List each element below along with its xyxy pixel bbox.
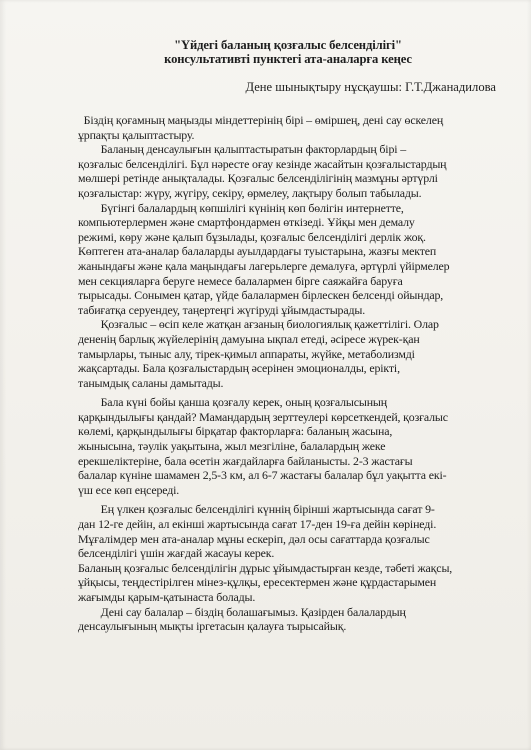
paragraph: [78, 142, 498, 200]
text-line: жағымды қарым-қатынаста болады.: [78, 590, 256, 604]
text-line: жынысына, тәулік уақытына, жыл мезгіліне, балалардың жеке: [78, 439, 386, 454]
title-line: "Үйдегі баланың қозғалыс белсенділігі": [174, 38, 402, 52]
text-line: мен секцияларға беруге немесе балалармен бірге саяжайға баруға: [78, 273, 403, 288]
text-line: ұрпақты қалыптастыру.: [78, 127, 195, 142]
paragraph: [78, 395, 498, 497]
text-line: танымдық саланы дамытады.: [78, 375, 224, 390]
text-line: Баланың қозғалыс белсенділігін дұрыс ұйымдастырған кезде, тәбеті жақсы,: [78, 560, 453, 575]
text-line: Мұғалімдер мен ата-аналар мұны ескеріп, дәл осы сағаттарда қозғалыс: [78, 531, 430, 546]
text-line: табиғатқа серуендеу, таңертеңгі жүгіруді ұйымдастырады.: [78, 302, 366, 317]
text-line: үш есе көп еңсереді.: [78, 482, 180, 497]
text-line: қарқындылығы қандай? Мамандардың зерттеулері көрсеткендей, қозғалыс: [78, 409, 448, 424]
document-title: [78, 38, 498, 66]
text-line: Бала күні бойы қанша қозғалу керек, оның қозғалысының: [78, 395, 387, 410]
text-line: денсаулығының мықты іргетасын қалауға тырысайық.: [78, 619, 347, 634]
paragraph: [78, 201, 498, 318]
text-line: Біздің қоғамның маңызды міндеттерінің бірі – өміршең, дені сау өскелең: [78, 113, 444, 127]
text-line: дененің барлық жүйелерінің дамуына ықпал етеді, әсіресе жүрек-қан: [78, 331, 420, 346]
text-line: дан 12-ге дейін, ал екінші жартысында сағат 17-ден 19-ға дейін көрінеді.: [78, 517, 437, 532]
text-line: Бүгінгі балалардың көпшілігі күнінің көп бөлігін интернетте,: [78, 200, 404, 215]
document-content: [78, 38, 498, 634]
paragraph: [78, 605, 498, 634]
text-line: қозғалыс белсенділігі. Бұл нәресте оғау кезінде жасайтын қозғалыстардың: [78, 156, 447, 171]
text-line: ерекшеліктеріне, бала өсетін жағдайларға байланысты. 2-3 жастағы: [78, 453, 413, 468]
text-line: компьютерлермен және смартфондармен өткізеді. Ұйқы мен демалу: [78, 215, 415, 230]
text-line: белсенділігі үшін жағдай жасауы керек.: [78, 546, 275, 561]
text-line: жақсартады. Бала қозғалыстардың әсерінен эмоционалды, ерікті,: [78, 361, 400, 376]
paragraph: [78, 317, 498, 390]
text-line: ұйқысы, теңдестірілген мінез-құлқы, ересектермен және құрдастарымен: [78, 575, 437, 590]
document-body: [78, 113, 498, 634]
text-line: көлемі, қарқындылығы бірқатар факторларға: баланың жасына,: [78, 424, 393, 439]
text-line: Баланың денсаулығын қалыптастыратын факторлардың бірі –: [78, 142, 407, 157]
paragraph: [78, 113, 498, 142]
paragraph: [78, 502, 498, 604]
text-line: Қозғалыс – өсіп келе жатқан ағзаның биологиялық қажеттілігі. Олар: [78, 317, 439, 332]
text-line: тырысады. Сонымен қатар, үйде балалармен бірлескен белсенді ойындар,: [78, 288, 444, 303]
text-line: тамырлары, тыныс алу, тірек-қимыл аппараты, жүйке, метаболизмді: [78, 346, 415, 361]
text-line: режимі, көру және қалып бұзылады, қозғалыс белсенділігі дерлік жоқ.: [78, 229, 426, 244]
title-line: консультативті пунктегі ата-аналарға кеңес: [164, 52, 412, 66]
text-line: мөлшері ретінде анықталады. Қозғалыс белсенділігінің мазмұны әртүрлі: [78, 171, 438, 186]
text-line: балалар күніне шамамен 2,5-3 км, ал 6-7 жастағы балалар бұл уақытта екі-: [78, 468, 447, 483]
text-line: Ең үлкен қозғалыс белсенділігі күннің бірінші жартысында сағат 9-: [78, 502, 435, 517]
text-line: Көптеген ата-аналар балаларды ауылдардағы туыстарына, жазғы мектеп: [78, 244, 437, 259]
author-line: Дене шынықтыру нұсқаушы: Г.Т.Джанадилова: [245, 80, 496, 94]
text-line: Дені сау балалар – біздің болашағымыз. Қазірден балалардың: [78, 604, 406, 619]
text-line: жанындағы және қала маңындағы лагерьлерге демалуға, әртүрлі үйірмелер: [78, 258, 450, 273]
text-line: қозғалыстар: жүру, жүгіру, секіру, өрмелеу, лақтыру болып табылады.: [78, 185, 422, 200]
